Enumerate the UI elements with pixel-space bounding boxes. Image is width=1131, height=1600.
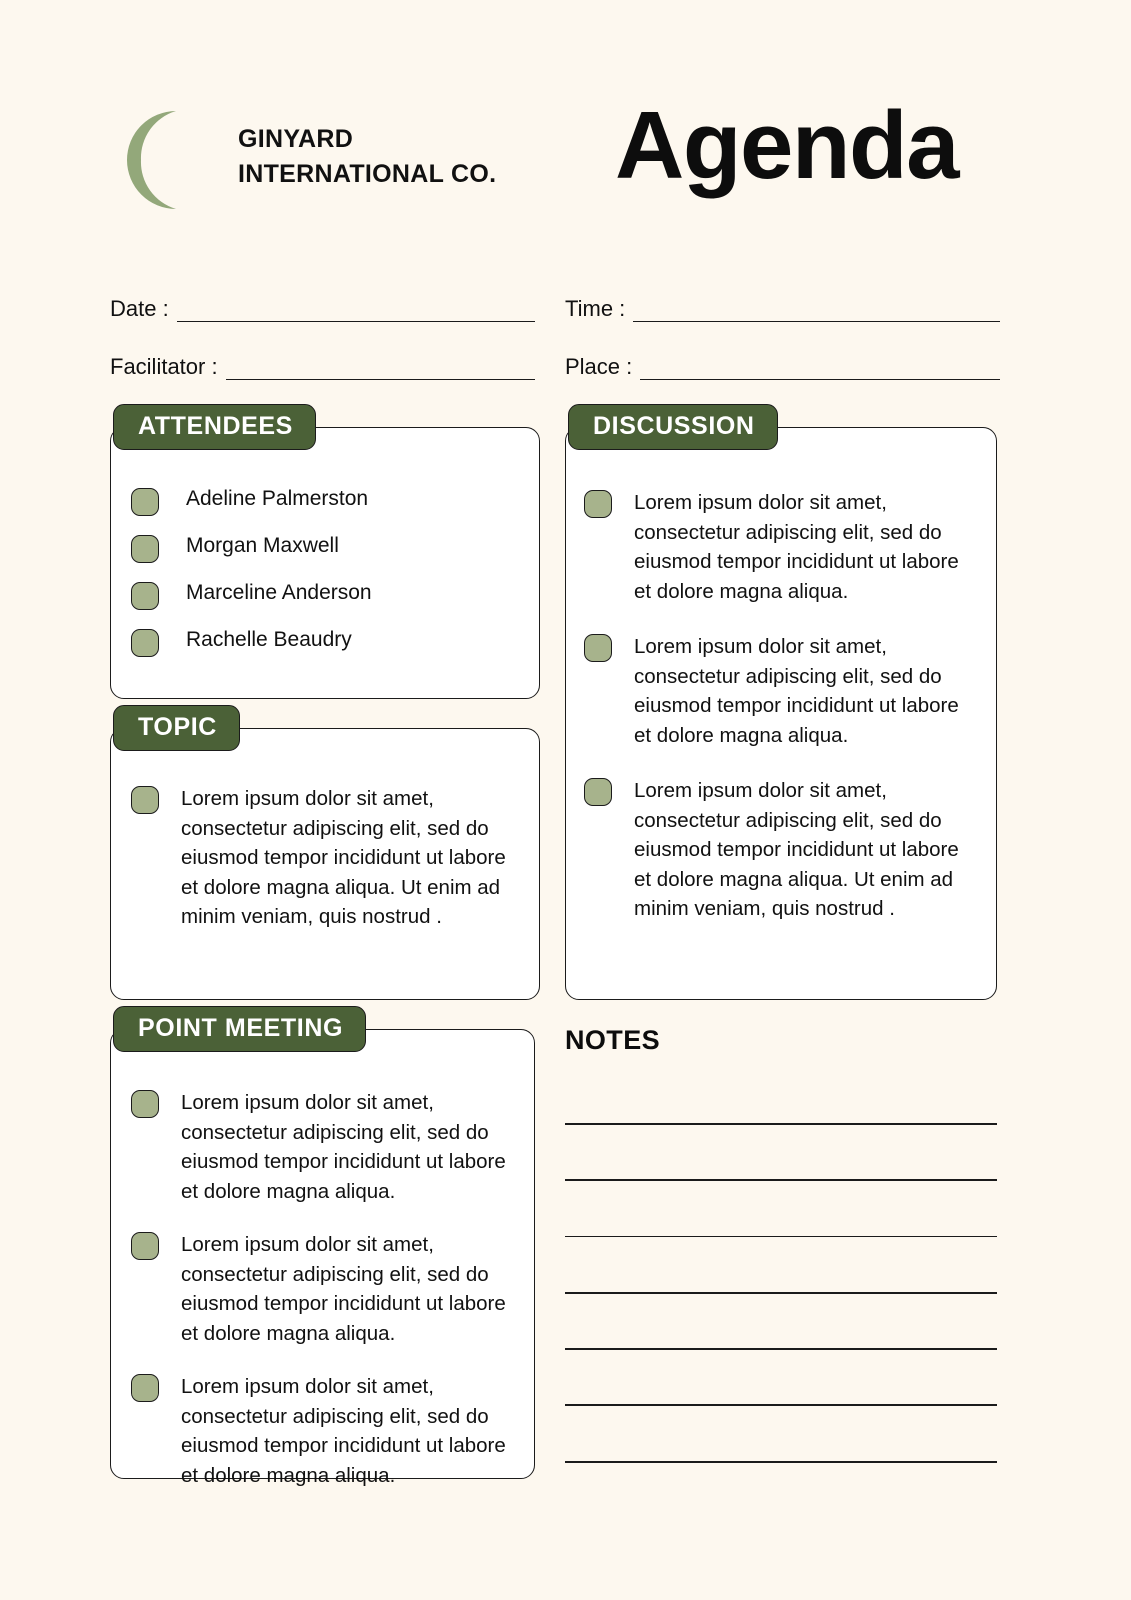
note-line[interactable]: [565, 1179, 997, 1181]
list-item[interactable]: [131, 1230, 516, 1348]
checkbox-icon[interactable]: [584, 778, 612, 806]
checkbox-icon[interactable]: [131, 629, 159, 657]
field-date-input[interactable]: [177, 300, 535, 322]
discussion-text: Lorem ipsum dolor sit amet, consectetur adipiscing elit, sed do eiusmod tempor incididunt ut labore et dolore magna aliqua.: [634, 491, 959, 603]
ginyard-logo: [115, 105, 225, 215]
field-date[interactable]: [110, 286, 565, 322]
note-line[interactable]: [565, 1461, 997, 1463]
attendee-name: Morgan Maxwell: [186, 534, 339, 557]
checkbox-icon[interactable]: [131, 488, 159, 516]
point-meeting-list: [111, 1088, 534, 1514]
notes-section: [565, 1027, 997, 1487]
note-line[interactable]: [565, 1404, 997, 1406]
checkbox-icon[interactable]: [131, 582, 159, 610]
list-item[interactable]: [131, 580, 517, 610]
point-meeting-text: Lorem ipsum dolor sit amet, consectetur adipiscing elit, sed do eiusmod tempor incididunt ut labore et dolore magna aliqua.: [181, 1375, 506, 1487]
field-place-input[interactable]: [640, 358, 1000, 380]
list-item[interactable]: [131, 627, 517, 657]
field-place-label: Place :: [565, 354, 633, 379]
attendee-name: Rachelle Beaudry: [186, 628, 352, 651]
point-meeting-text: Lorem ipsum dolor sit amet, consectetur adipiscing elit, sed do eiusmod tempor incididunt ut labore et dolore magna aliqua.: [181, 1091, 506, 1203]
discussion-list: [566, 488, 996, 950]
list-item[interactable]: [131, 533, 517, 563]
attendees-heading: ATTENDEES: [113, 404, 316, 450]
attendees-card: [110, 412, 540, 699]
note-line[interactable]: [565, 1348, 997, 1350]
attendees-list: [111, 486, 539, 674]
topic-card: [110, 713, 540, 1000]
brand-line-2: INTERNATIONAL CO.: [238, 159, 497, 188]
field-facilitator[interactable]: [110, 344, 565, 380]
field-facilitator-label: Facilitator :: [110, 354, 218, 379]
checkbox-icon[interactable]: [131, 786, 159, 814]
field-row-1: [110, 286, 1000, 322]
field-facilitator-input[interactable]: [226, 358, 535, 380]
list-item[interactable]: [584, 632, 976, 750]
list-item[interactable]: [584, 776, 976, 924]
point-meeting-text: Lorem ipsum dolor sit amet, consectetur adipiscing elit, sed do eiusmod tempor incididunt ut labore et dolore magna aliqua.: [181, 1233, 506, 1345]
topic-heading: TOPIC: [113, 705, 240, 751]
list-item[interactable]: [131, 784, 509, 932]
page-title: Agenda: [615, 92, 959, 199]
discussion-text: Lorem ipsum dolor sit amet, consectetur adipiscing elit, sed do eiusmod tempor incididunt ut labore et dolore magna aliqua.: [634, 635, 959, 747]
checkbox-icon[interactable]: [131, 535, 159, 563]
brand-line-1: GINYARD: [238, 125, 354, 153]
checkbox-icon[interactable]: [584, 634, 612, 662]
document-header: [110, 92, 1010, 230]
topic-text: Lorem ipsum dolor sit amet, consectetur adipiscing elit, sed do eiusmod tempor incididunt ut labore et dolore magna aliqua. Ut enim ad minim veniam, quis nostrud .: [181, 787, 506, 929]
checkbox-icon[interactable]: [131, 1090, 159, 1118]
list-item[interactable]: [584, 488, 976, 606]
notes-writing-area[interactable]: [565, 1123, 997, 1517]
note-line[interactable]: [565, 1292, 997, 1294]
field-place[interactable]: [565, 344, 1000, 380]
discussion-card: [565, 412, 997, 1000]
field-row-2: [110, 344, 1000, 380]
checkbox-icon[interactable]: [584, 490, 612, 518]
topic-list: [111, 784, 539, 932]
attendee-name: Marceline Anderson: [186, 581, 372, 604]
attendee-name: Adeline Palmerston: [186, 487, 369, 510]
point-meeting-card: [110, 1014, 535, 1487]
field-time[interactable]: [565, 286, 1000, 322]
brand-name: [238, 122, 496, 191]
discussion-heading: DISCUSSION: [568, 404, 778, 450]
field-date-label: Date :: [110, 296, 169, 321]
field-time-input[interactable]: [633, 300, 1000, 322]
point-meeting-heading: POINT MEETING: [113, 1006, 366, 1052]
field-time-label: Time :: [565, 296, 626, 321]
meeting-info-fields: [110, 286, 1000, 386]
discussion-text: Lorem ipsum dolor sit amet, consectetur adipiscing elit, sed do eiusmod tempor incididunt ut labore et dolore magna aliqua. Ut enim ad minim veniam, quis nostrud .: [634, 779, 959, 921]
list-item[interactable]: [131, 1088, 516, 1206]
note-line[interactable]: [565, 1236, 997, 1238]
notes-heading: NOTES: [565, 1025, 661, 1055]
note-line[interactable]: [565, 1123, 997, 1125]
list-item[interactable]: [131, 1372, 516, 1490]
checkbox-icon[interactable]: [131, 1374, 159, 1402]
list-item[interactable]: [131, 486, 517, 516]
checkbox-icon[interactable]: [131, 1232, 159, 1260]
